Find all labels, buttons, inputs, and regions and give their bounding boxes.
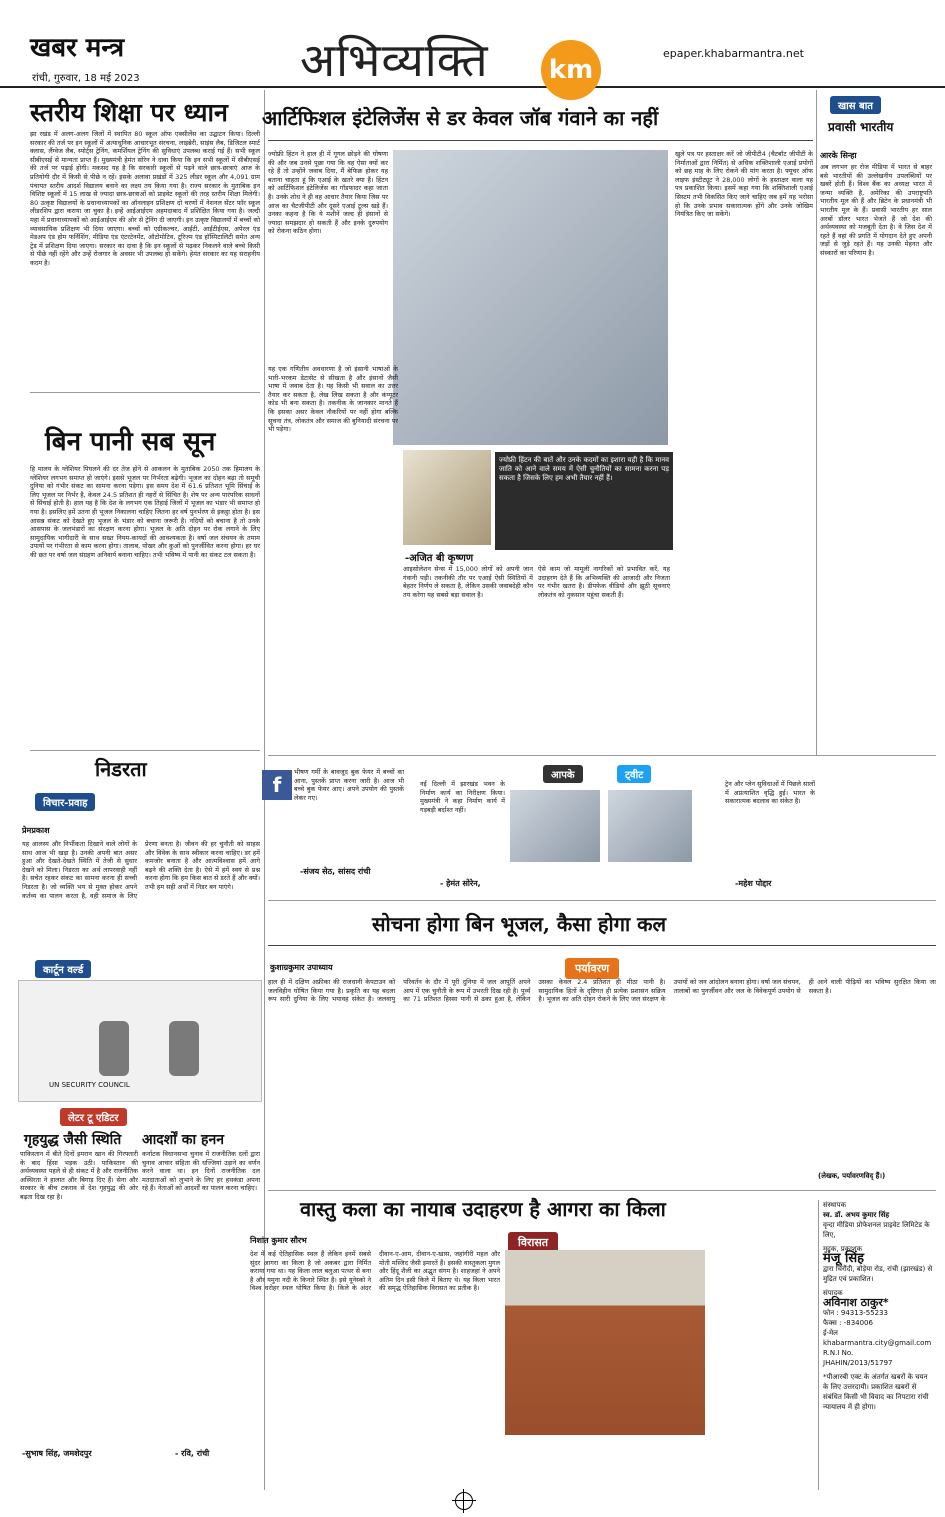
email-label: ई-मेल bbox=[823, 1329, 838, 1337]
masthead bbox=[0, 0, 945, 88]
groundwater-headline: सोचना होगा बिन भूजल, कैसा होगा कल bbox=[372, 912, 667, 936]
water-headline: बिन पानी सब सून bbox=[45, 427, 216, 457]
khas-baat-tag: खास बात bbox=[830, 96, 881, 114]
aapke-tag: आपके bbox=[543, 765, 583, 783]
pravasi-author: आरके सिन्हा bbox=[820, 151, 857, 160]
divider bbox=[268, 1190, 936, 1191]
column-divider bbox=[816, 90, 817, 755]
prb-note: *पीआरबी एक्ट के अंतर्गत खबरों के चयन के लिए उत्तरदायी। प्रकाशित खबरों से संबंधित किसी भी विवाद का निपटारा रांची न्यायालय में ही होगा। bbox=[823, 1373, 929, 1411]
facebook-icon: f bbox=[262, 770, 292, 800]
tweet-tag: ट्वीट bbox=[617, 765, 651, 783]
fax: फैक्स : -834006 bbox=[823, 1319, 873, 1327]
pravasi-body: अब लगभग हर रोज मीडिया में भारत से बाहर बसे भारतीयों की उल्लेखनीय उपलब्धियों पर खबरें होती हैं। विश्व बैंक का अध्यक्ष भारत में जन्मा व्यक्ति है, अमेरिका की उपराष्ट्रपति भारतीय मूल की हैं और ब्रिटेन के प्रधानमंत्री भी भारतीय मूल के हैं। प्रवासी भारतीय हर साल अरबों डॉलर भारत भेजते हैं जो देश की अर्थव्यवस्था को मजबूती देता है। वे जिस देश में रहते हैं वहां की प्रगति में योगदान देते हुए अपनी जड़ों से जुड़े रहते हैं। यह उनकी मेहनत और संस्कारों का परिणाम है। bbox=[820, 163, 932, 257]
ai-col4: आइसोलेशन सेन्स में 15,000 लोगों को अपनी जान गंवानी पड़ी। तकनीकी तौर पर एआई ऐसी स्थितियों में बेहतर निर्णय ले सकता है, लेकिन उसकी जवाबदेही कौन तय करेगा यह सबसे बड़ा सवाल है। bbox=[403, 565, 533, 599]
heritage-tag: विरासत bbox=[508, 1232, 558, 1253]
nidarta-body: यह आलस्य और निर्भीकता दिखाने वाले लोगों के साथ आज भी खड़ा है। उनकी अपनी बात असर हुआ और देखते-देखते स्थिति में तेजी से सुधार देखने को मिला। निडरता का अर्थ लापरवाही नहीं है। सचेत रहकर संकट का सामना करना ही सच्ची निडरता है। जो व्यक्ति भय से मुक्त होकर अपने कर्तव्य का पालन करता है, वही समाज के लिए प्रेरणा बनता है। जीवन की हर चुनौती को साहस और विवेक के साथ स्वीकार करना चाहिए। डर हमें कमजोर बनाता है और आत्मविश्वास हमें आगे बढ़ने की शक्ति देता है। ऐसे में हमें स्वयं से प्रश्न करना होगा कि हम किस बात से डरते हैं और क्यों। तभी हम सही अर्थों में निडर बन पाएंगे। bbox=[22, 840, 260, 900]
water-body: हि मालय के ग्लेशियर पिघलने की दर तेज होने से आकलन के मुताबिक 2050 तक हिमालय के ग्लेशियर लगभग समाप्त हो जाएंगे। इससे भूजल पर निर्भरता बढ़ेगी। भूजल का दोहन बढ़ा तो समूची दुनिया को गंभीर संकट का सामना करना पड़ेगा। इस समय देश में 61.6 प्रतिशत भूमि सिंचाई के लिए भूजल पर निर्भर है, केवल 24.5 प्रतिशत ही नहरों से सिंचित है। शेष पर अन्य पारंपरिक साधनों से सिंचाई होती है। हाल यह है कि देश के लगभग एक तिहाई जिलों में भूजल का भंडार भी समाप्त हो गया है। इसलिए हमें उतना ही भूजल निकालना चाहिए जितना हर वर्ष पुनर्भरण से इकट्ठा होता है। इस आसन्न संकट को देखते हुए भूजल के भंडार को बचाना जरूरी है। नदियों को बचाना है तो उनके आसपास के जलभंडारों का संरक्षण करना होगा। भूजल के अति दोहन पर रोक लगाने के लिए सामुदायिक भागीदारी के साथ सख्त नियम-कायदों की आवश्यकता है। वर्षा जल संचयन के तमाम उपायों पर गंभीरता से काम करना होगा। तालाब, पोखर और कुओं को पुनर्जीवित करना होगा। हर घर की छत पर वर्षा जल संग्रहण अनिवार्य बनाना चाहिए। तभी भविष्य में पानी का संकट टल सकता है। bbox=[30, 465, 260, 559]
groundwater-sign: (लेखक, पर्यावरणविद् हैं।) bbox=[818, 1172, 886, 1180]
registration-mark-icon bbox=[455, 1492, 473, 1510]
pravasi-headline: प्रवासी भारतीय bbox=[828, 120, 894, 134]
divider bbox=[268, 945, 936, 946]
cartoon-caption: UN SECURITY COUNCIL bbox=[49, 1081, 130, 1089]
printer-label: मुद्रक, प्रकाशक bbox=[823, 1245, 863, 1253]
hemant-soren-photo bbox=[510, 790, 600, 862]
ai-headline: आर्टिफिशल इंटेलिजेंस से डर केवल जॉब गंवाने का नहीं bbox=[262, 106, 659, 130]
ai-col5: ऐसे काम जो मामूली नागरिकों को प्रभावित करें, यह उदाहरण देते हैं कि अभिव्यक्ति की आजादी और निजता पर गंभीर खतरा है। डीपफेक वीडियो और झूठी सूचनाएं लोकतंत्र को नुकसान पहुंचा सकती हैं। bbox=[538, 565, 670, 599]
nidarta-author: प्रेमप्रकाश bbox=[22, 826, 50, 835]
tweet-left-sign: - हेमंत सोरेन, bbox=[440, 879, 481, 888]
figure-icon bbox=[99, 1021, 129, 1076]
address: द्वारा चिरौंदी, बोड़ेया रोड, रांची (झारखंड) से मुद्रित एवं प्रकाशित। bbox=[823, 1265, 933, 1283]
facebook-sign: -संजय सेठ, सांसद रांची bbox=[300, 867, 371, 876]
mahesh-poddar-photo bbox=[608, 790, 692, 862]
tweet-left-body: नई दिल्ली में झारखंड भवन के निर्माण कार्य का निरीक्षण किया। मुख्यमंत्री ने कहा निर्माण कार्य में गड़बड़ी बर्दाश्त नहीं। bbox=[420, 780, 505, 814]
agra-headline: वास्तु कला का नायाब उदाहरण है आगरा का किला bbox=[300, 1197, 666, 1221]
km-logo: km bbox=[541, 40, 601, 100]
figure-icon bbox=[169, 1021, 199, 1076]
agra-fort-photo bbox=[505, 1250, 705, 1435]
epaper-url[interactable]: epaper.khabarmantra.net bbox=[663, 47, 804, 60]
environment-tag: पर्यावरण bbox=[565, 958, 619, 979]
ai-col1: ज्योफ्री हिंटन ने हाल ही में गूगल छोड़ने की घोषणा की और जब उनसे पूछा गया कि वह ऐसा क्यों कर रहे हैं तो उन्होंने जवाब दिया, मैं बेफिक्र होकर यह बताना चाहता हूं कि एआई के खतरे क्या हैं। हिंटन को आर्टिफिशल इंटेलिजेंस का गॉडफादर कहा जाता है। उनके शोध ने ही वह आधार तैयार किया जिस पर आज का चैटजीपीटी और दूसरे एआई टूल्स खड़े हैं। उनका कहना है कि ये मशीनें जल्द ही इंसानों से ज्यादा समझदार हो सकती हैं और इनके दुरुपयोग को रोकना कठिन होगा। bbox=[268, 150, 388, 236]
divider bbox=[30, 750, 260, 751]
cartoon-image bbox=[18, 980, 262, 1102]
letter1-body: पाकिस्तान में बीते दिनों इमरान खान की गिरफ्तारी के बाद हिंसा भड़क उठी। पाकिस्तान की अर्थव्यवस्था पहले से ही संकट में है और राजनीतिक अस्थिरता ने हालात और बिगाड़ दिए हैं। सेना और सरकार के बीच टकराव से देश गृहयुद्ध की ओर बढ़ता दिख रहा है। bbox=[20, 1150, 138, 1201]
section-title: अभिव्यक्ति bbox=[300, 33, 489, 87]
ai-col2: यह एक गणितीय अवधारणा है जो इंसानी भाषाओं के भारी-भरकम डेटासेट से सीखता है और इंसानों जैसी भाषा में जवाब देता है। यह किसी भी सवाल का उत्तर तैयार कर सकता है, लेख लिख सकता है और कंप्यूटर कोड भी बना सकता है। तकनीक के जानकार मानते हैं कि इसका असर केवल नौकरियों पर नहीं होगा बल्कि सूचना तंत्र, लोकतंत्र और समाज की बुनियादी संरचना पर भी पड़ेगा। bbox=[268, 365, 398, 434]
agra-author: निशांत कुमार सौरभ bbox=[250, 1236, 307, 1245]
publisher-line: वृन्दा मीडिया प्रोफेशनल प्राइवेट लिमिटेड के लिए, bbox=[823, 1221, 930, 1239]
tweet-right-body: ट्रेन और प्लेन सुविधाओं में पिछले सालों में अप्रत्याशित वृद्धि हुई। भारत के सकारात्मक बदलाव का संकेत है। bbox=[725, 780, 815, 806]
tweet-right-sign: -महेश पोद्दार bbox=[735, 879, 772, 888]
letter2-body: कर्नाटक विधानसभा चुनाव में राजनीतिक दलों द्वारा चुनाव आचार संहिता की धज्जियां उड़ाने का वर्णन करने वाला था। इन दिनों राजनीतिक दल मतदाताओं को लुभाने के लिए हर हथकंडा अपना रहे हैं। नेताओं को आदर्शों का पालन करना चाहिए। bbox=[142, 1150, 260, 1193]
groundwater-author: कुशाग्रकुमार उपाध्याय bbox=[270, 963, 333, 972]
rni-number: JHAHIN/2013/51797 bbox=[823, 1359, 893, 1367]
dateline: रांची, गुरुवार, 18 मई 2023 bbox=[32, 73, 140, 84]
cartoon-world-tag: कार्टून वर्ल्ड bbox=[35, 960, 91, 978]
ai-col3: खुले पत्र पर हस्ताक्षर करें जो जीपीटी4 (चैटबॉट जीपीटी के निर्माताओं द्वारा निर्मित) से अधिक शक्तिशाली एआई प्रयोगों को छह माह के लिए रोकने की मांग करता है। फ्यूचर ऑफ लाइफ इंस्टीट्यूट ने 28,000 लोगों के हस्ताक्षर वाला यह पत्र प्रकाशित किया। इसमें कहा गया कि शक्तिशाली एआई सिस्टम तभी विकसित किए जाने चाहिए जब हमें यह भरोसा हो कि उनके प्रभाव सकारात्मक होंगे और उनके जोखिम नियंत्रित किए जा सकेंगे। bbox=[675, 150, 813, 219]
ai-byline: -अजित बी कृष्णण bbox=[405, 553, 474, 564]
column-divider bbox=[818, 1200, 819, 1490]
editor-name: अविनाश ठाकुर* bbox=[823, 1296, 889, 1309]
letter2-title: आदर्शों का हनन bbox=[142, 1132, 224, 1148]
pen-photo bbox=[403, 450, 491, 545]
newspaper-brand: खबर मन्त्र bbox=[30, 33, 125, 63]
divider bbox=[268, 755, 936, 756]
nidarta-headline: निडरता bbox=[95, 757, 147, 781]
founder-name: स्व. डॉ. अभय कुमार सिंह bbox=[823, 1211, 890, 1219]
ai-pullquote: ज्योफ्री हिंटन की बातें और उनके कदमों का इशारा यही है कि मानव जाति को आने वाले समय में ऐसी चुनौतियों का सामना करना पड़ सकता है जिसके लिए हम अभी तैयार नहीं हैं। bbox=[495, 452, 673, 550]
groundwater-body: हाल ही में दक्षिण अफ्रीका की राजधानी केपटाउन को जलविहीन घोषित किया गया है। प्रकृति का यह बदला रूप सारी दुनिया के लिए भयावह संकेत है। जलवायु परिवर्तन के दौर में पूरी दुनिया में जल आपूर्ति अपने आप में एक चुनौती के रूप में उभरती दिख रही है। पूर्व्य का 71 प्रतिशत हिस्सा पानी से ढका हुआ है, लेकिन उसका केवल 2.4 प्रतिशत ही मीठा पानी है। सामुदायिक हितों के दृष्टिगत ही प्रत्येक प्रशासन सक्रिय है। भूजल का अति दोहन रोकने के लिए जल संरक्षण के उपायों को जन आंदोलन बनाना होगा। वर्षा जल संचयन, तालाबों का पुनर्जीवन और जल के विवेकपूर्ण उपयोग से ही आने वाली पीढ़ियों का भविष्य सुरक्षित किया जा सकता है। bbox=[268, 978, 936, 1004]
rni-label: R.N.I No. bbox=[823, 1349, 854, 1357]
letter-to-editor-tag: लेटर टू एडिटर bbox=[60, 1108, 127, 1126]
divider bbox=[268, 900, 936, 901]
edu-headline: स्तरीय शिक्षा पर ध्यान bbox=[30, 98, 228, 127]
vichar-pravah-tag: विचार-प्रवाह bbox=[35, 793, 95, 811]
letter2-sign: - रवि, रांची bbox=[175, 1449, 210, 1458]
divider bbox=[268, 140, 813, 141]
letter1-title: गृहयुद्ध जैसी स्थिति bbox=[24, 1132, 122, 1148]
robot-photo bbox=[393, 150, 668, 445]
letter1-sign: -सुभाष सिंह, जमशेदपुर bbox=[22, 1449, 92, 1458]
printer-name: मंजू सिंह bbox=[823, 1251, 865, 1266]
editor-label: संपादक bbox=[823, 1289, 843, 1297]
divider bbox=[30, 392, 260, 393]
founder-label: संस्थापक bbox=[823, 1201, 846, 1209]
imprint-box bbox=[823, 1200, 935, 1412]
phone: फोन : 94313-55233 bbox=[823, 1309, 888, 1317]
edu-body: झा रखंड में अलग-अलग जिलों में स्थापित 80 स्कूल ऑफ एक्सीलेंस का उद्घाटन किया। दिल्ली सरकार की तर्ज पर इन स्कूलों में अत्याधुनिक आधारभूत संरचना, लाइब्रेरी, साइंस लैब, डिजिटल स्मार्ट क्लास, लैंग्वेज लैब, स्पोर्ट्स ट्रेनिंग, कमर्शियल ट्रेनिंग की सुविधाएं उपलब्ध कराई गई हैं। सभी स्कूल सीबीएसई से मान्यता प्राप्त हैं। मुख्यमंत्री हेमंत सोरेन ने दावा किया कि इन सभी स्कूलों में सीबीएसई की तर्ज पर पढ़ाई होगी। मकसद यह है कि सरकारी स्कूलों से पढ़ने वाले छात्र-छात्राएं आज के प्रतियोगी दौर में किसी से पीछे न रहें। इसके अलावा प्रखंडों में 325 लीडर स्कूल और 4,091 ग्राम पंचायत स्तरीय आदर्श विद्यालय बनाने का लक्ष्य तय किया गया है। राज्य सरकार के मुताबिक इन विशिष्ट स्कूलों में 15 लाख से ज्यादा छात्र-छात्राओं को प्राइवेट स्कूलों की तरह स्तरीय शिक्षा मिलेगी। 80 उत्कृष्ट विद्यालयों के प्रधानाध्यापकों का ऑनलाइन प्रशिक्षण दो चरणों में नेशनल सेंटर फॉर स्कूल लीडरशिप द्वारा कराया जा चुका है। इन्हें आईआईएम अहमदाबाद में प्रशिक्षित किया गया है। जल्दी महा में प्रधानाध्यापकों को आईआईएम की ओर से ट्रेनिंग दी जाएगी। इन उत्कृष्ट विद्यालयों में बच्चों को व्यावसायिक प्रशिक्षण भी दिया जाएगा। बच्चों को एग्रीकल्चर, आईटी, आईटीईएस, अपेरल एंड मेडअप एंड होम फर्निशिंग, मीडिया एंड एंटरटेनमेंट, ऑटोमोटिव, टूरिज्म एंड हॉस्पिटालिटी समेत अन्य ट्रेड में प्रशिक्षण दिया जाएगा। सरकार का दावा है कि इन स्कूलों से पढ़कर निकलने वाले बच्चे किसी से पीछे नहीं रहेंगे और उन्हें रोजगार के अवसर भी उपलब्ध हो सकेंगे। हेमंत सरकार का यह सराहनीय कदम है। bbox=[30, 130, 260, 267]
agra-body: देश में कई ऐतिहासिक स्थल हैं लेकिन इनमें सबसे सुंदर आगरा का किला है जो अकबर द्वारा निर्मित कराया गया था। यह किला लाल बलुआ पत्थर से बना है और यमुना नदी के किनारे स्थित है। इसे यूनेस्को ने विश्व धरोहर स्थल घोषित किया है। किले के अंदर दीवान-ए-आम, दीवान-ए-खास, जहांगीरी महल और मोती मस्जिद जैसी इमारतें हैं। इसकी वास्तुकला मुगल और हिंदू शैली का अद्भुत संगम है। शाहजहां ने अपने अंतिम दिन इसी किले में बिताए थे। यह किला भारत की समृद्ध ऐतिहासिक विरासत का प्रतीक है। bbox=[250, 1250, 500, 1293]
facebook-post: भीषण गर्मी के बावजूद बुक फेयर में बच्चों का आना, पुस्तकें प्राप्त करना जारी है। आज भी बच्चे बुक फेयर आए। अपने उपयोग की पुस्तकें लेकर गए। bbox=[294, 768, 404, 802]
email[interactable]: khabarmantra.city@gmail.com bbox=[823, 1339, 932, 1347]
